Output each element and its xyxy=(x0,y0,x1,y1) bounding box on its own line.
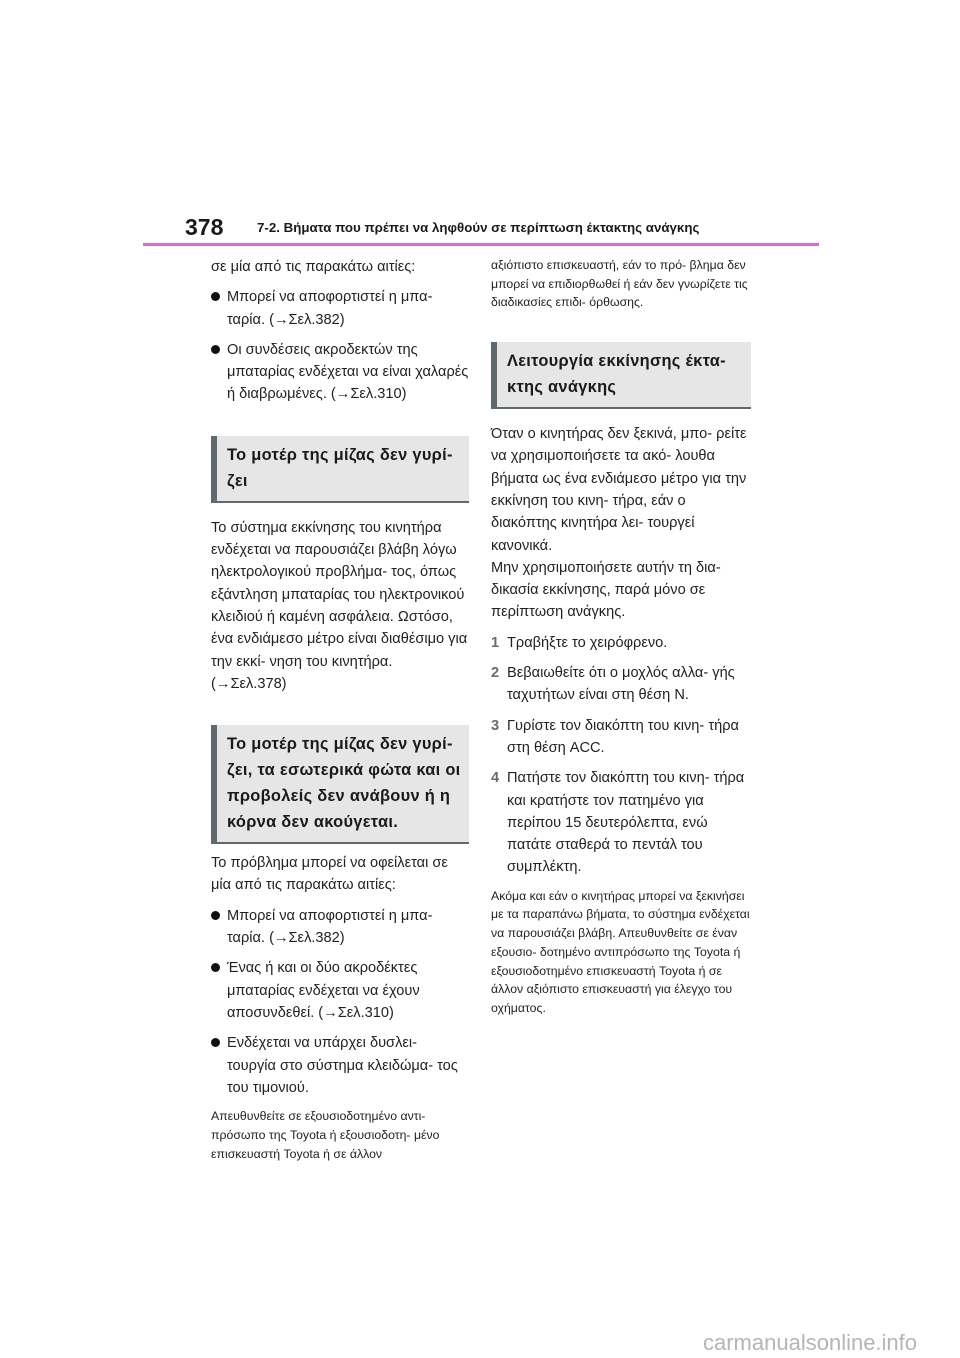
section-body: Το σύστημα εκκίνησης του κινητήρα ενδέχεται να παρουσιάζει βλάβη λόγω ηλεκτρολογικού προβλήμα- τος, όπως εξάντληση μπαταρίας του ηλεκτρονικού κλειδιού ή καμένη ασφάλεια. Ωστόσο, ένα ενδιάμεσο μέτρο είναι διαθέσιμο για την εκκί- νηση του κινητήρα. (→Σελ.378) xyxy=(211,519,468,692)
bullet-item xyxy=(211,1032,469,1099)
section-body: Όταν ο κινητήρας δεν ξεκινά, μπο- ρείτε να χρησιμοποιήσετε τα ακό- λουθα βήματα ως ένα ενδιάμεσο μέτρο για την εκκίνηση του κινη- τήρα, εάν ο διακόπτης κινητήρα λει- τουργεί κανονικά. xyxy=(491,426,747,554)
bullet-text: Ένας ή και οι δύο ακροδέκτες μπαταρίας ενδέχεται να έχουν αποσυνδεθεί. (→Σελ.310) xyxy=(227,960,420,1021)
right-column xyxy=(491,256,751,1018)
bullet-icon xyxy=(211,911,220,920)
bullet-text: Οι συνδέσεις ακροδεκτών της μπαταρίας ενδέχεται να είναι χαλαρές ή διαβρωμένες. (→Σελ.310) xyxy=(227,341,469,403)
step-text: Τραβήξτε το χειρόφρενο. xyxy=(507,634,668,651)
page-number: 378 xyxy=(185,214,224,240)
caution-note: Ακόμα και εάν ο κινητήρας μπορεί να ξεκινήσει με τα παραπάνω βήματα, το σύστημα ενδέχεται να παρουσιάζει βλάβη. Απευθυνθείτε σε έναν εξουσιο- δοτημένο αντιπρόσωπο της Toyota ή εξουσιοδοτημένο επισκευαστή Toyota ή σε άλλον αξιόπιστο επισκευαστή για έλεγχο του οχήματος. xyxy=(491,888,750,1015)
step-text: Πατήστε τον διακόπτη του κινη- τήρα και κρατήστε τον πατημένο για περίπου 15 δευτερόλεπτα, ενώ πατάτε σταθερά το πεντάλ του συμπλέκτη. xyxy=(507,770,745,876)
step-text: Γυρίστε τον διακόπτη του κινη- τήρα στη θέση ACC. xyxy=(507,717,739,756)
header-divider xyxy=(143,243,819,246)
section-heading: Το μοτέρ της μίζας δεν γυρί- ζει xyxy=(211,436,469,503)
section-heading: Λειτουργία εκκίνησης έκτα- κτης ανάγκης xyxy=(491,342,751,409)
step-number: 3 xyxy=(491,717,500,734)
bullet-text: Ενδέχεται να υπάρχει δυσλει- τουργία στο σύστημα κλειδώμα- τος του τιμονιού. xyxy=(227,1035,458,1096)
left-column xyxy=(211,256,469,1163)
section-body: Το πρόβλημα μπορεί να οφείλεται σε μία από τις παρακάτω αιτίες: xyxy=(211,855,448,894)
bullet-icon xyxy=(211,963,220,972)
step-item xyxy=(491,715,751,760)
continuation-text: αξιόπιστο επισκευαστή, εάν το πρό- βλημα δεν μπορεί να επιδιορθωθεί ή εάν δεν γνωρίζετε τις διαδικασίες επιδι- όρθωσης. xyxy=(491,258,748,310)
step-number: 1 xyxy=(491,634,500,651)
bullet-text: Μπορεί να αποφορτιστεί η μπα- ταρία. (→Σελ.382) xyxy=(227,907,433,947)
bullet-text: Μπορεί να αποφορτιστεί η μπα- ταρία. (→Σελ.382) xyxy=(227,289,433,328)
intro-text: σε μία από τις παρακάτω αιτίες: xyxy=(211,259,416,275)
step-item xyxy=(491,662,751,707)
step-item xyxy=(491,632,751,654)
step-number: 2 xyxy=(491,665,500,682)
bullet-item xyxy=(211,905,469,950)
step-item xyxy=(491,767,751,878)
warning-text: Μην χρησιμοποιήσετε αυτήν τη δια- δικασία εκκίνησης, παρά μόνο σε περίπτωση ανάγκης. xyxy=(491,559,721,621)
step-number: 4 xyxy=(491,770,500,787)
closing-note: Απευθυνθείτε σε εξουσιοδοτημένο αντι- πρόσωπο της Toyota ή εξουσιοδοτη- μένο επισκευαστή Toyota ή σε άλλον xyxy=(211,1109,440,1161)
watermark: carmanualsonline.info xyxy=(703,1330,918,1355)
bullet-icon xyxy=(211,345,220,354)
chapter-title: 7-2. Βήματα που πρέπει να ληφθούν σε περίπτωση έκτακτης ανάγκης xyxy=(257,220,700,235)
bullet-item xyxy=(211,286,469,331)
section-heading: Το μοτέρ της μίζας δεν γυρί- ζει, τα εσωτερικά φώτα και οι προβολείς δεν ανάβουν ή η κόρνα δεν ακούγεται. xyxy=(211,725,469,844)
bullet-icon xyxy=(211,1038,220,1047)
bullet-icon xyxy=(211,292,220,301)
bullet-item xyxy=(211,339,469,406)
bullet-item xyxy=(211,957,469,1024)
step-text: Βεβαιωθείτε ότι ο μοχλός αλλα- γής ταχυτήτων είναι στη θέση N. xyxy=(507,665,735,704)
